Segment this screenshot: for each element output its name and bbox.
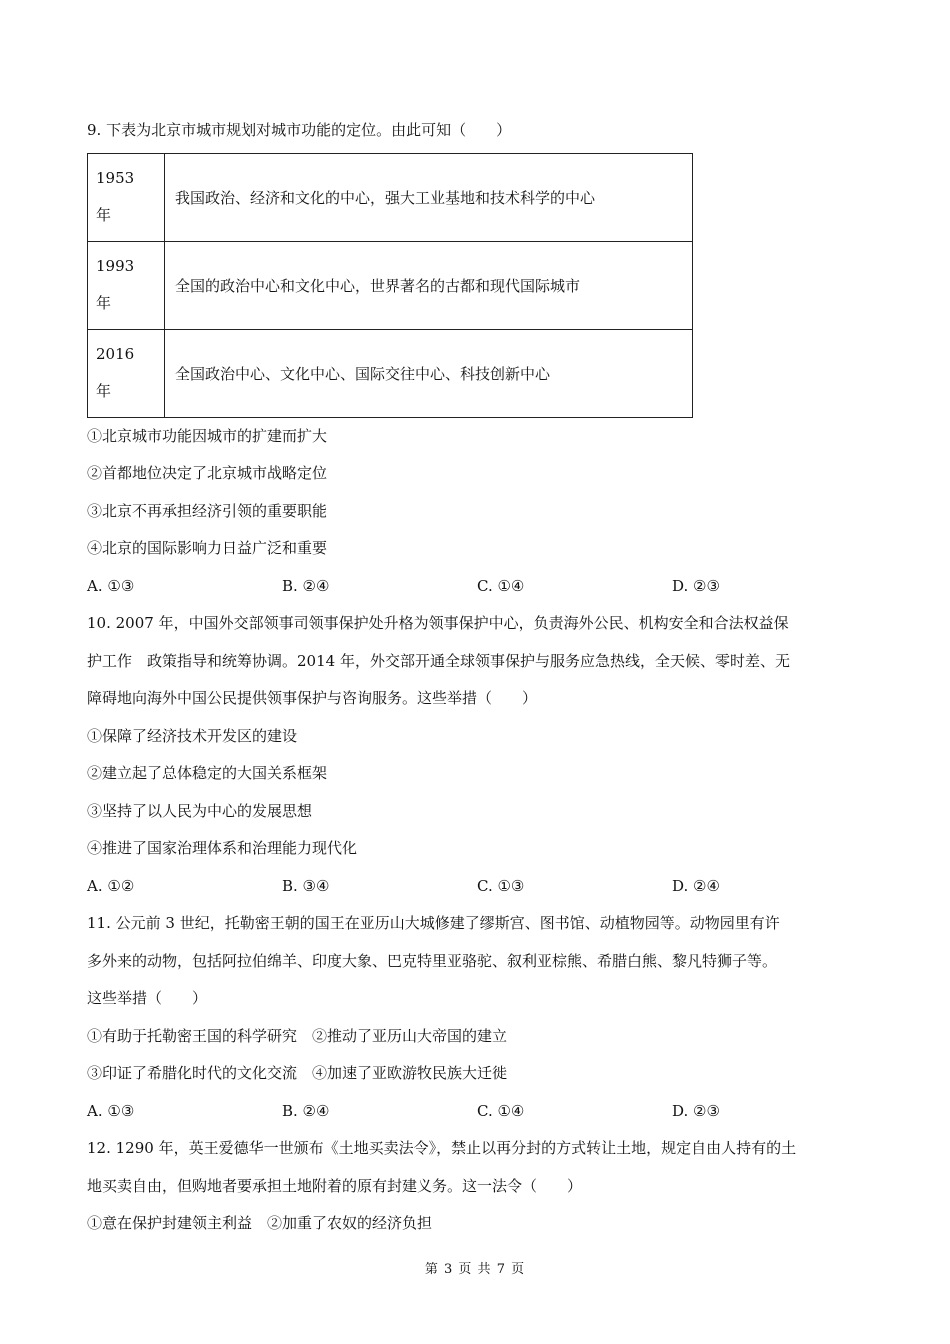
q11-stem-line: 11. 公元前 3 世纪，托勒密王朝的国王在亚历山大城修建了缪斯宫、图书馆、动植物园等。动物园里有许 <box>87 914 780 932</box>
option-d: D. ②④ <box>672 876 720 895</box>
q9-table <box>87 153 693 418</box>
table-row <box>88 153 693 241</box>
table-row <box>88 329 693 417</box>
q12-stem-line: 12. 1290 年，英王爱德华一世颁布《土地买卖法令》，禁止以再分封的方式转让土地，规定自由人持有的土 <box>87 1139 797 1157</box>
q11-stem-line: 这些举措（ ） <box>87 989 208 1007</box>
year-number: 1953 <box>96 169 135 187</box>
desc-cell: 全国政治中心、文化中心、国际交往中心、科技创新中心 <box>165 329 693 417</box>
option-a: A. ①③ <box>87 1101 135 1120</box>
option-c: C. ①③ <box>477 876 525 895</box>
page-footer: 第 3 页 共 7 页 <box>424 1262 526 1277</box>
year-number: 2016 <box>96 345 135 363</box>
q9-options <box>87 568 867 606</box>
option-c: C. ①④ <box>477 1101 525 1120</box>
desc-cell: 全国的政治中心和文化中心，世界著名的古都和现代国际城市 <box>165 241 693 329</box>
option-a: A. ①② <box>87 876 135 895</box>
year-suffix: 年 <box>96 206 112 224</box>
option-d: D. ②③ <box>672 1101 720 1120</box>
year-number: 1993 <box>96 257 135 275</box>
year-cell <box>88 329 165 417</box>
year-cell <box>88 241 165 329</box>
q9-statement: ③北京不再承担经济引领的重要职能 <box>87 501 328 520</box>
q11-statement: ③印证了希腊化时代的文化交流 ④加速了亚欧游牧民族大迁徙 <box>87 1064 508 1082</box>
year-suffix: 年 <box>96 294 112 312</box>
q10-options <box>87 868 867 906</box>
option-d: D. ②③ <box>672 576 720 595</box>
q10-statement: ④推进了国家治理体系和治理能力现代化 <box>87 839 358 857</box>
q9-statement: ④北京的国际影响力日益广泛和重要 <box>87 539 328 557</box>
option-c: C. ①④ <box>477 576 525 595</box>
option-b: B. ②④ <box>282 1101 330 1120</box>
exam-page <box>87 112 867 1243</box>
q12-stem-line: 地买卖自由，但购地者要承担土地附着的原有封建义务。这一法令（ ） <box>87 1176 583 1195</box>
q9-title: 9. 下表为北京市城市规划对城市功能的定位。由此可知（ ） <box>87 121 512 139</box>
q9-statement: ②首都地位决定了北京城市战略定位 <box>87 464 328 482</box>
year-cell <box>88 153 165 241</box>
q10-stem-line: 障碍地向海外中国公民提供领事保护与咨询服务。这些举措（ ） <box>87 689 538 707</box>
q10-stem-line: 10. 2007 年，中国外交部领事司领事保护处升格为领事保护中心，负责海外公民、机构安全和合法权益保 <box>87 614 789 632</box>
desc-cell: 我国政治、经济和文化的中心，强大工业基地和技术科学的中心 <box>165 153 693 241</box>
q10-statement: ③坚持了以人民为中心的发展思想 <box>87 801 313 820</box>
option-b: B. ②④ <box>282 576 330 595</box>
q11-options <box>87 1093 867 1131</box>
q11-stem-line: 多外来的动物，包括阿拉伯绵羊、印度大象、巴克特里亚骆驼、叙利亚棕熊、希腊白熊、黎凡特狮子等。 <box>87 951 778 970</box>
q10-stem-line: 护工作 政策指导和统筹协调。2014 年，外交部开通全球领事保护与服务应急热线，全天候、零时差、无 <box>87 651 790 670</box>
year-suffix: 年 <box>96 382 112 400</box>
q12-statement: ①意在保护封建领主利益 ②加重了农奴的经济负担 <box>87 1214 433 1232</box>
q11-statement: ①有助于托勒密王国的科学研究 ②推动了亚历山大帝国的建立 <box>87 1026 508 1045</box>
option-a: A. ①③ <box>87 576 135 595</box>
q9-statement: ①北京城市功能因城市的扩建而扩大 <box>87 426 328 445</box>
q10-statement: ②建立起了总体稳定的大国关系框架 <box>87 764 328 782</box>
q10-statement: ①保障了经济技术开发区的建设 <box>87 726 298 745</box>
option-b: B. ③④ <box>282 876 330 895</box>
table-row <box>88 241 693 329</box>
